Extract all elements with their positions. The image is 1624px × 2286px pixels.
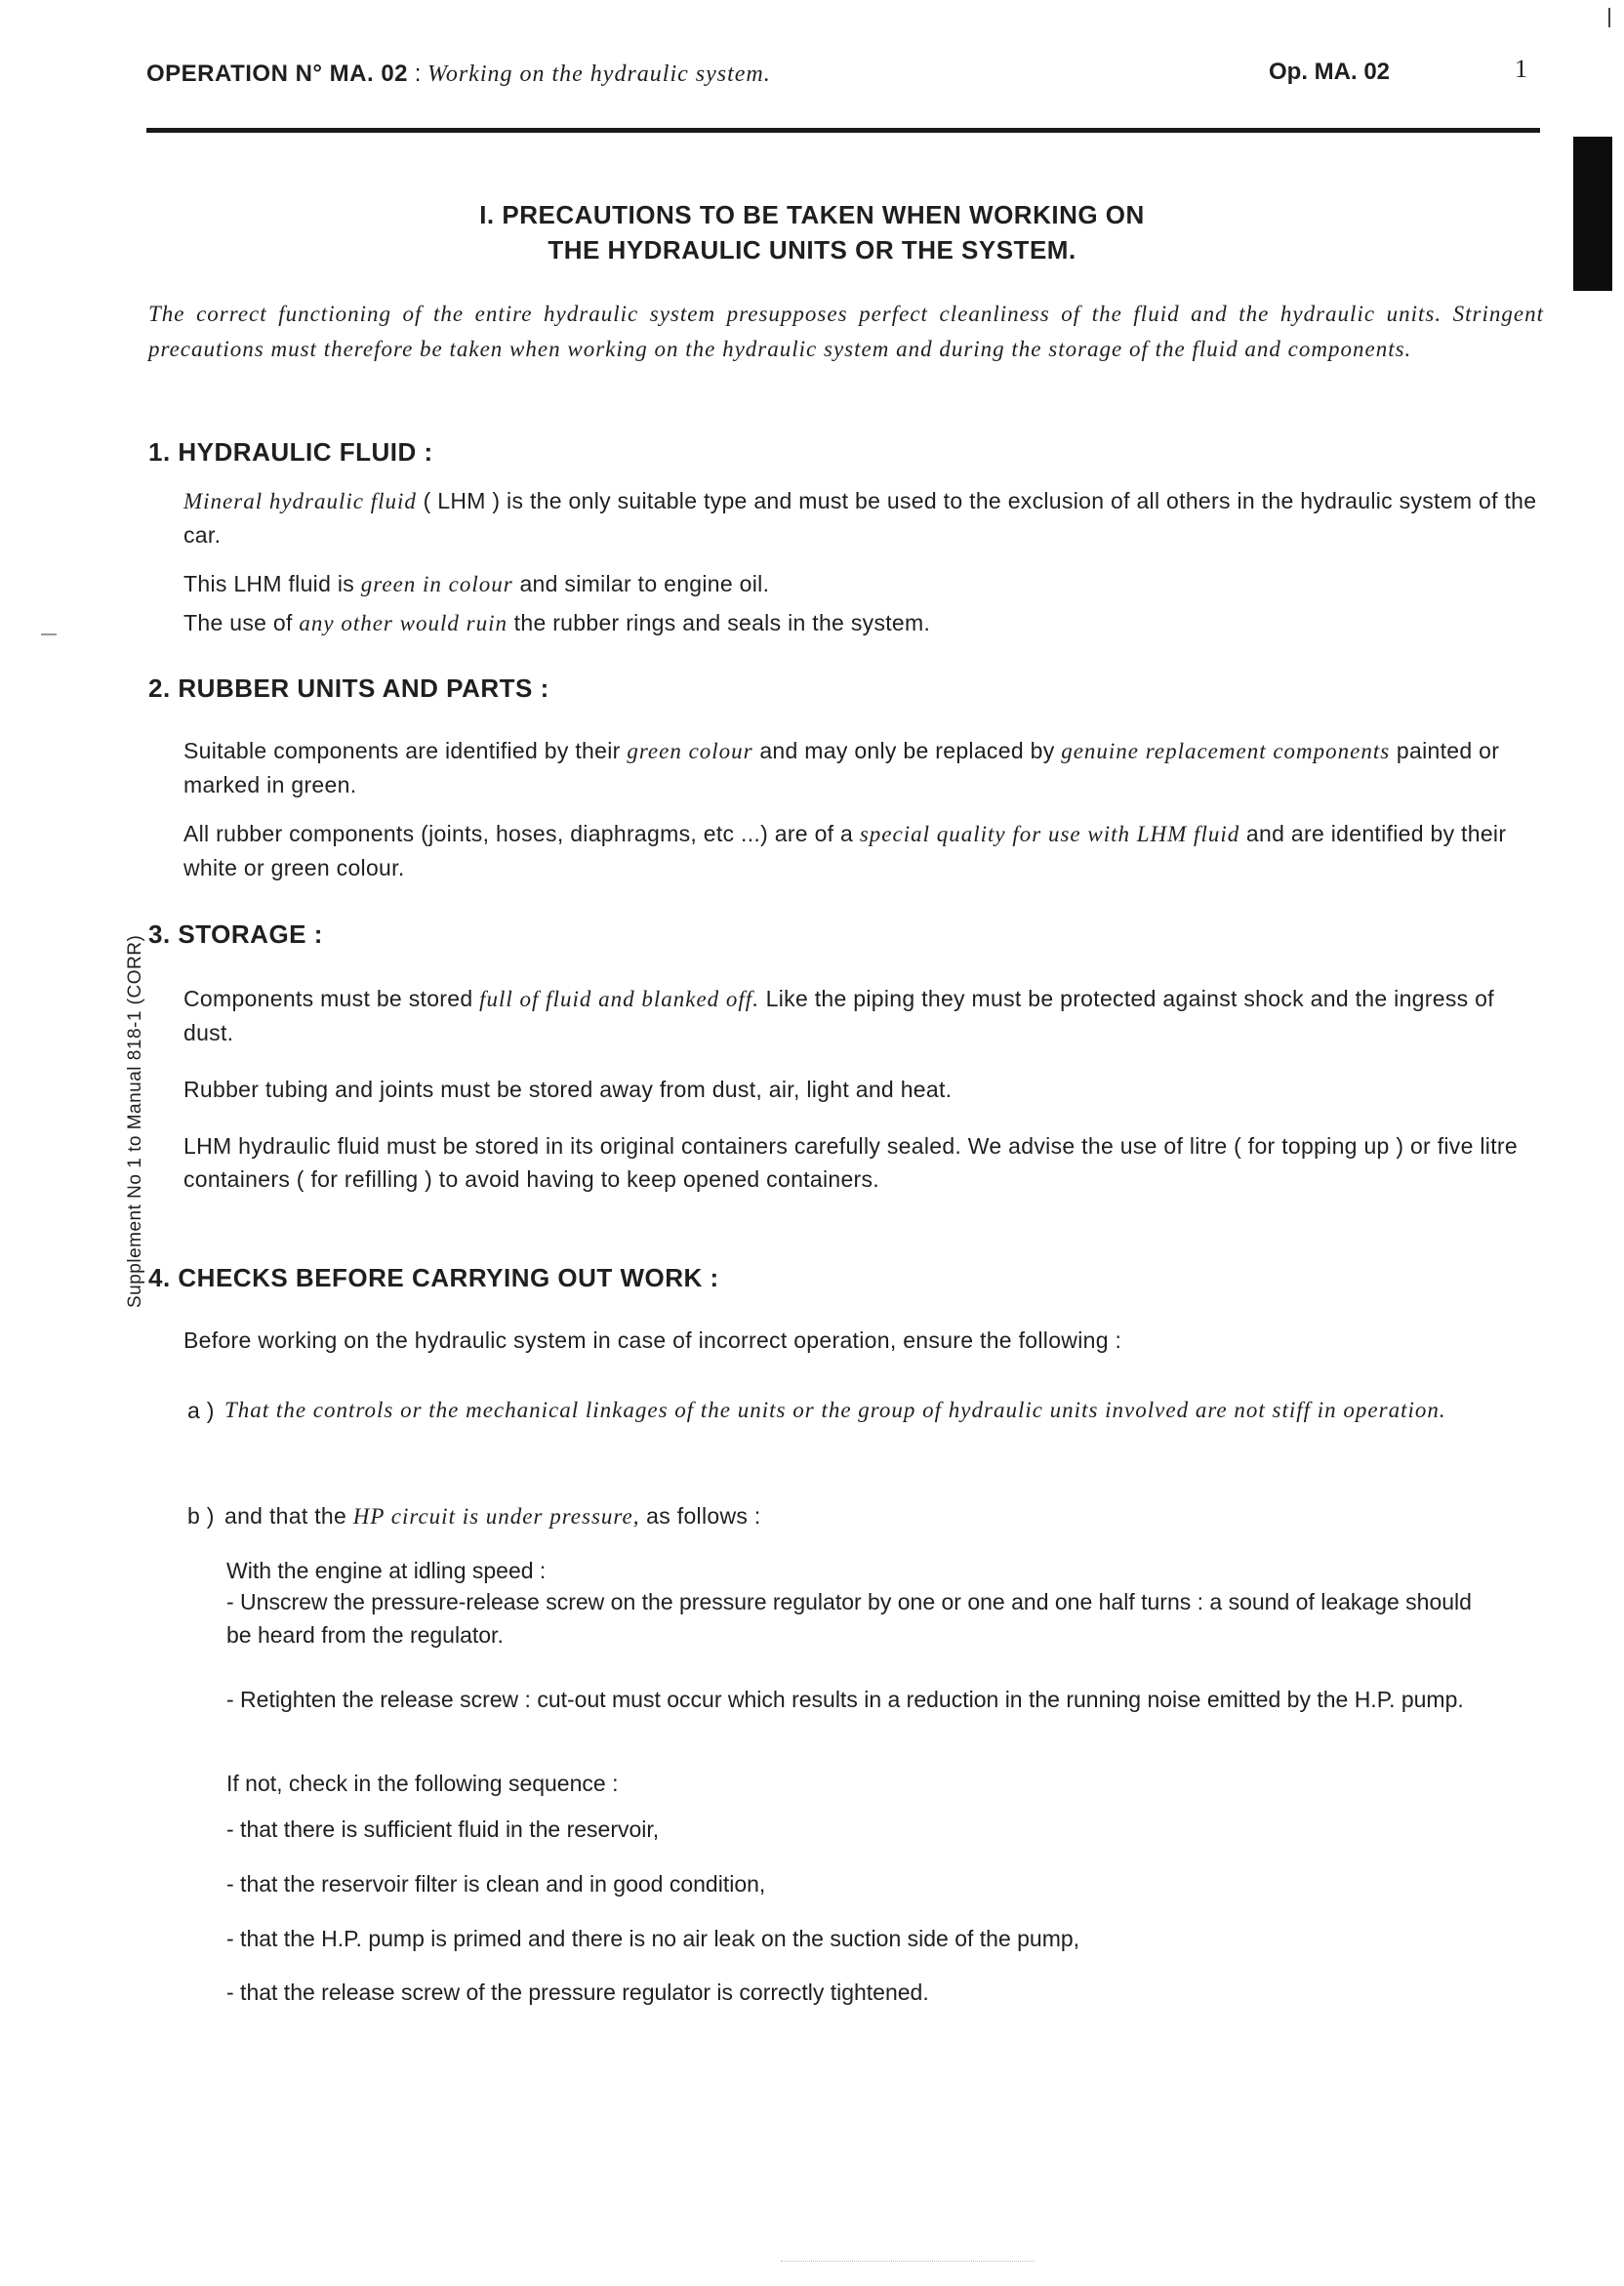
check-item-b bbox=[224, 1499, 1493, 1533]
section-heading-rubber-units: 2. RUBBER UNITS AND PARTS : bbox=[148, 674, 549, 703]
emphasis-text: Mineral hydraulic fluid bbox=[183, 489, 417, 513]
title-line-1: I. PRECAUTIONS TO BE TAKEN WHEN WORKING ON bbox=[479, 200, 1145, 229]
paragraph-text: Components must be stored bbox=[183, 986, 480, 1011]
emphasis-text: full of fluid and blanked off. bbox=[479, 987, 759, 1011]
paragraph-rubber-storage: Rubber tubing and joints must be stored away from dust, air, light and heat. bbox=[183, 1077, 953, 1102]
emphasis-text: green in colour bbox=[360, 572, 513, 596]
paragraph-fluid-colour bbox=[183, 567, 1540, 601]
section-heading-storage: 3. STORAGE : bbox=[148, 919, 323, 949]
check-reservoir-fluid: - that there is sufficient fluid in the reservoir, bbox=[226, 1817, 660, 1842]
page-title bbox=[0, 197, 1624, 267]
operation-number: OPERATION N° MA. 02 bbox=[146, 61, 409, 87]
emphasis-text: any other would ruin bbox=[299, 611, 508, 635]
paragraph-text: Like the piping they must be protected against shock and the ingress of dust. bbox=[183, 986, 1494, 1045]
title-line-2: THE HYDRAULIC UNITS OR THE SYSTEM. bbox=[548, 235, 1076, 265]
paragraph-rubber-components bbox=[183, 817, 1540, 884]
list-label-a: a ) bbox=[187, 1398, 215, 1423]
paragraph-text: and similar to engine oil. bbox=[512, 571, 770, 596]
step-retighten: - Retighten the release screw : cut-out must occur which results in a reduction in the running noise emitted by the H.P. pump. bbox=[226, 1687, 1464, 1712]
page-header-operation bbox=[146, 61, 771, 88]
paragraph-text: The use of bbox=[183, 610, 300, 635]
section-heading-checks: 4. CHECKS BEFORE CARRYING OUT WORK : bbox=[148, 1263, 719, 1292]
margin-dash bbox=[41, 633, 57, 635]
paragraph-component-storage bbox=[183, 982, 1540, 1049]
paragraph-suitable-components bbox=[183, 734, 1501, 801]
emphasis-text: special quality for use with LHM fluid bbox=[859, 822, 1240, 846]
header-rule bbox=[146, 128, 1540, 133]
check-reservoir-filter: - that the reservoir filter is clean and in good condition, bbox=[226, 1871, 766, 1897]
paragraph-lhm-storage: LHM hydraulic fluid must be stored in its original containers carefully sealed. We advise the use of litre ( for topping up ) or five litre containers ( for refilling ) to avoid having to keep opened containers. bbox=[183, 1133, 1518, 1192]
paragraph-text: painted or marked in green. bbox=[183, 738, 1500, 797]
paragraph-text: Suitable components are identified by their bbox=[183, 738, 628, 763]
check-item-a: That the controls or the mechanical linkages of the units or the group of hydraulic units involved are not stiff in operation. bbox=[224, 1398, 1446, 1422]
list-label-b: b ) bbox=[187, 1503, 215, 1529]
paragraph-lhm-fluid bbox=[183, 484, 1540, 551]
paragraph-text: All rubber components (joints, hoses, diaphragms, etc ...) are of a bbox=[183, 821, 860, 846]
paragraph-text: and are identified by their white or green colour. bbox=[183, 821, 1507, 880]
emphasis-text: HP circuit is under pressure, bbox=[352, 1504, 640, 1529]
check-release-screw: - that the release screw of the pressure regulator is correctly tightened. bbox=[226, 1980, 929, 2005]
paragraph-text: This LHM fluid is bbox=[183, 571, 361, 596]
emphasis-text: green colour bbox=[627, 739, 753, 763]
paragraph-text: the rubber rings and seals in the system. bbox=[507, 610, 931, 635]
paragraph-text: and that the bbox=[224, 1503, 353, 1529]
operation-topic: Working on the hydraulic system. bbox=[427, 61, 771, 87]
intro-paragraph: The correct functioning of the entire hydraulic system presupposes perfect cleanliness of the fluid and the hydraulic units. Stringent precautions must therefore be taken when working on the hydraulic system and during the storage of the fluid and components. bbox=[148, 302, 1544, 361]
emphasis-text: genuine replacement components bbox=[1061, 739, 1391, 763]
header-separator: : bbox=[414, 61, 422, 87]
edge-mark bbox=[1608, 8, 1610, 27]
operation-reference: Op. MA. 02 bbox=[1269, 59, 1391, 85]
idling-speed-note: With the engine at idling speed : bbox=[226, 1558, 547, 1583]
section-heading-hydraulic-fluid: 1. HYDRAULIC FLUID : bbox=[148, 437, 433, 467]
paragraph-text: ( LHM ) is the only suitable type and must be used to the exclusion of all others in the hydraulic system of the car. bbox=[183, 488, 1537, 548]
page-number: 1 bbox=[1515, 55, 1527, 83]
check-hp-pump: - that the H.P. pump is primed and there is no air leak on the suction side of the pump, bbox=[226, 1926, 1080, 1951]
paragraph-text: as follows : bbox=[639, 1503, 761, 1529]
supplement-note: Supplement No 1 to Manual 818-1 (CORR) bbox=[125, 934, 145, 1308]
if-not-note: If not, check in the following sequence : bbox=[226, 1771, 619, 1796]
footer-marks bbox=[781, 2261, 1035, 2267]
paragraph-other-fluid-warning bbox=[183, 606, 1540, 640]
step-unscrew: - Unscrew the pressure-release screw on the pressure regulator by one or one and one half turns : a sound of leakage should be heard from the regulator. bbox=[226, 1589, 1472, 1648]
paragraph-text: and may only be replaced by bbox=[752, 738, 1062, 763]
paragraph-checks-intro: Before working on the hydraulic system in case of incorrect operation, ensure the following : bbox=[183, 1327, 1122, 1353]
